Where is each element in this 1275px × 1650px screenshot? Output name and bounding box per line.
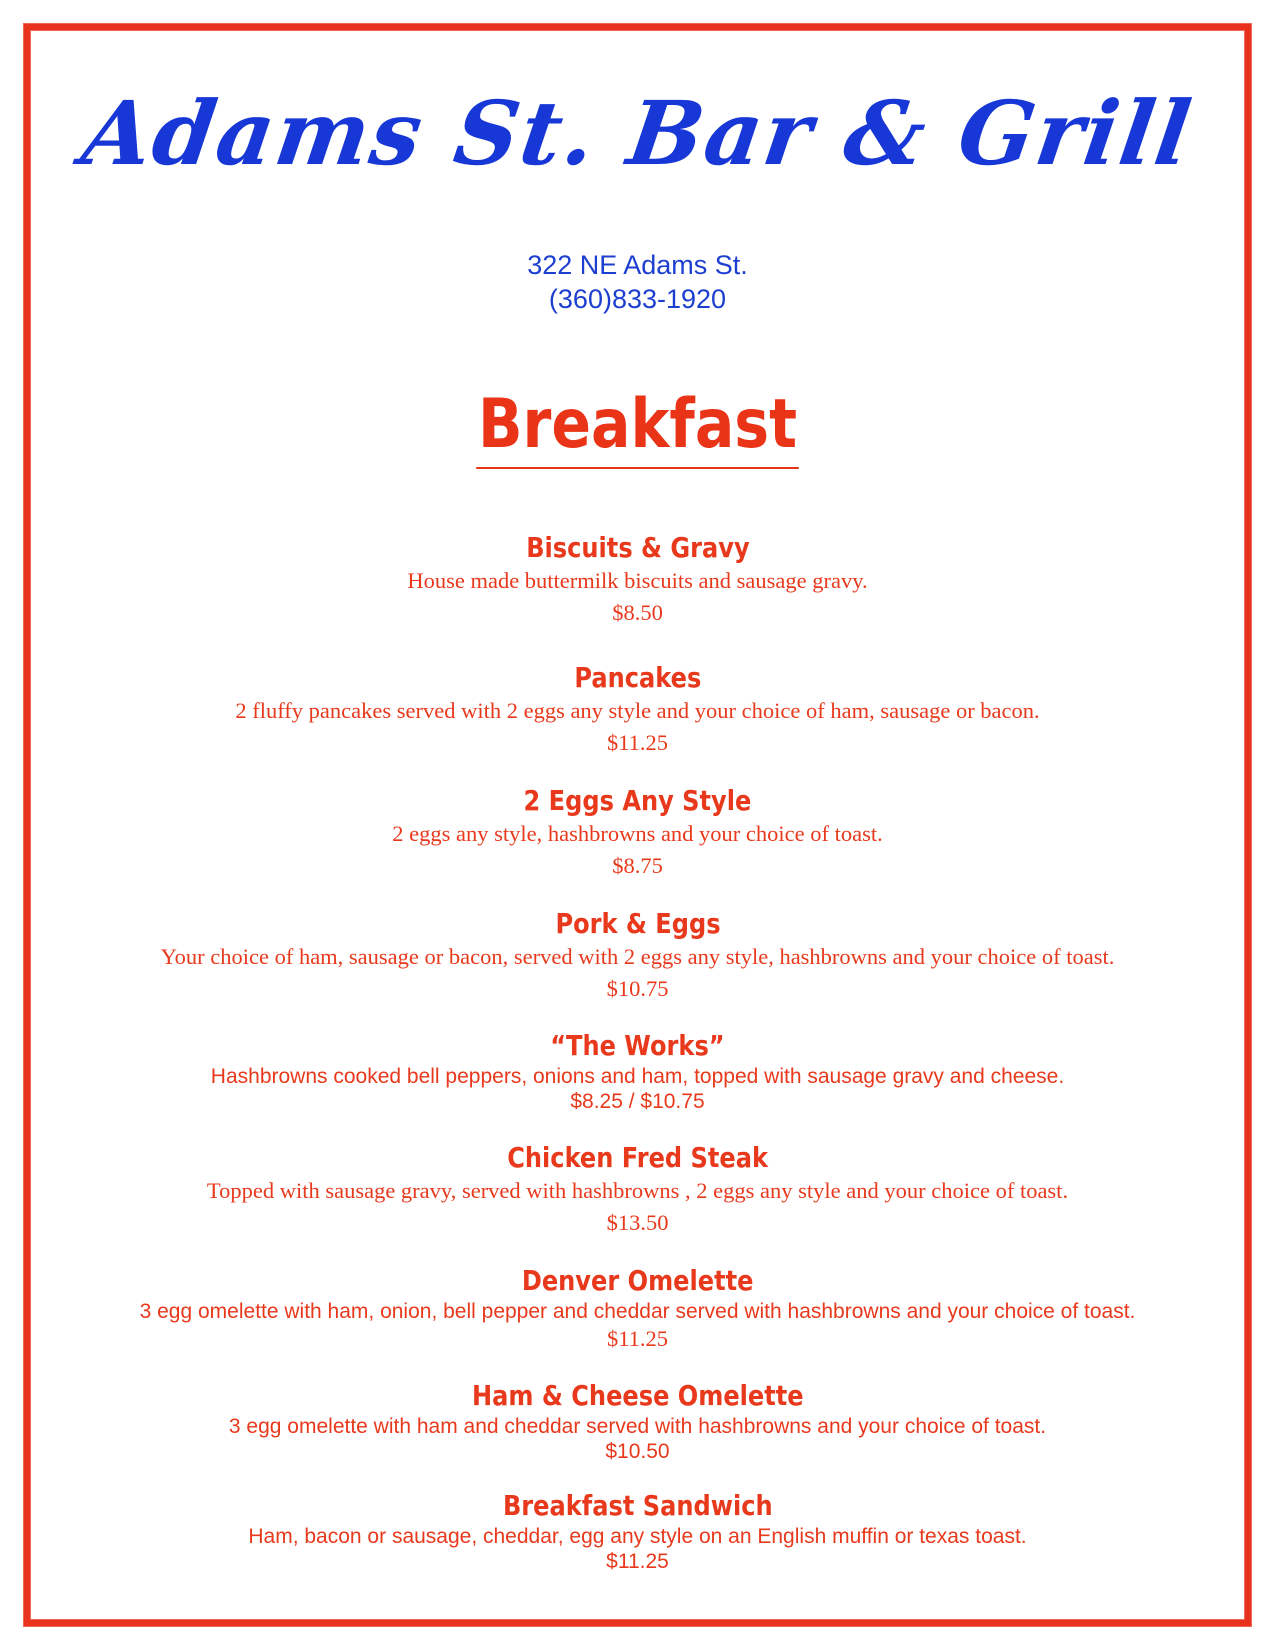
section-title-text: Breakfast [476,385,799,469]
menu-item [40,660,1235,760]
item-name: Breakfast Sandwich [502,1489,773,1522]
item-price: $11.25 [606,1550,669,1573]
item-price: $10.75 [606,976,669,1001]
section-title [0,385,1275,469]
item-name: 2 Eggs Any Style [523,784,752,817]
item-description: Ham, bacon or sausage, cheddar, egg any style on an English muffin or texas toast. [248,1525,1027,1548]
item-price: $10.50 [605,1440,670,1463]
menu-item [40,1028,1235,1114]
item-description: 3 egg omelette with ham and cheddar served with hashbrowns and your choice of toast. [228,1415,1047,1438]
item-name: Pork & Eggs [554,907,721,940]
item-description: 2 fluffy pancakes served with 2 eggs any style and your choice of ham, sausage or bacon. [235,698,1040,723]
item-name: “The Works” [550,1029,725,1062]
item-price: $13.50 [606,1210,669,1235]
phone: (360)833-1920 [548,284,727,314]
item-description: Hashbrowns cooked bell peppers, onions and ham, topped with sausage gravy and cheese. [210,1065,1065,1088]
item-description: 3 egg omelette with ham, onion, bell pepper and cheddar served with hashbrowns and your choice of toast. [139,1300,1136,1323]
item-price: $11.25 [606,730,669,755]
item-name: Biscuits & Gravy [525,531,750,564]
item-name: Chicken Fred Steak [507,1141,768,1174]
address: 322 NE Adams St. [527,250,748,280]
menu-item [40,530,1235,630]
menu-item [40,1378,1235,1464]
item-name: Ham & Cheese Omelette [471,1379,804,1412]
item-description: Your choice of ham, sausage or bacon, served with 2 eggs any style, hashbrowns and your choice of toast. [160,944,1115,969]
item-price: $8.75 [612,853,663,878]
item-description: 2 eggs any style, hashbrowns and your choice of toast. [392,821,883,846]
contact-info [0,248,1275,316]
item-name: Pancakes [574,661,701,694]
item-price: $8.25 / $10.75 [570,1090,705,1113]
menu-item [40,1488,1235,1574]
menu-item [40,783,1235,883]
item-price: $8.50 [612,600,663,625]
menu-item [40,1263,1235,1353]
item-name: Denver Omelette [521,1264,754,1297]
menu-item [40,906,1235,1006]
item-description: Topped with sausage gravy, served with hashbrowns , 2 eggs any style and your choice of toast. [206,1178,1069,1203]
restaurant-name: Adams St. Bar & Grill [76,81,1199,185]
menu-item [40,1140,1235,1240]
item-description: House made buttermilk biscuits and sausage gravy. [407,568,868,593]
item-price: $11.25 [606,1326,669,1351]
